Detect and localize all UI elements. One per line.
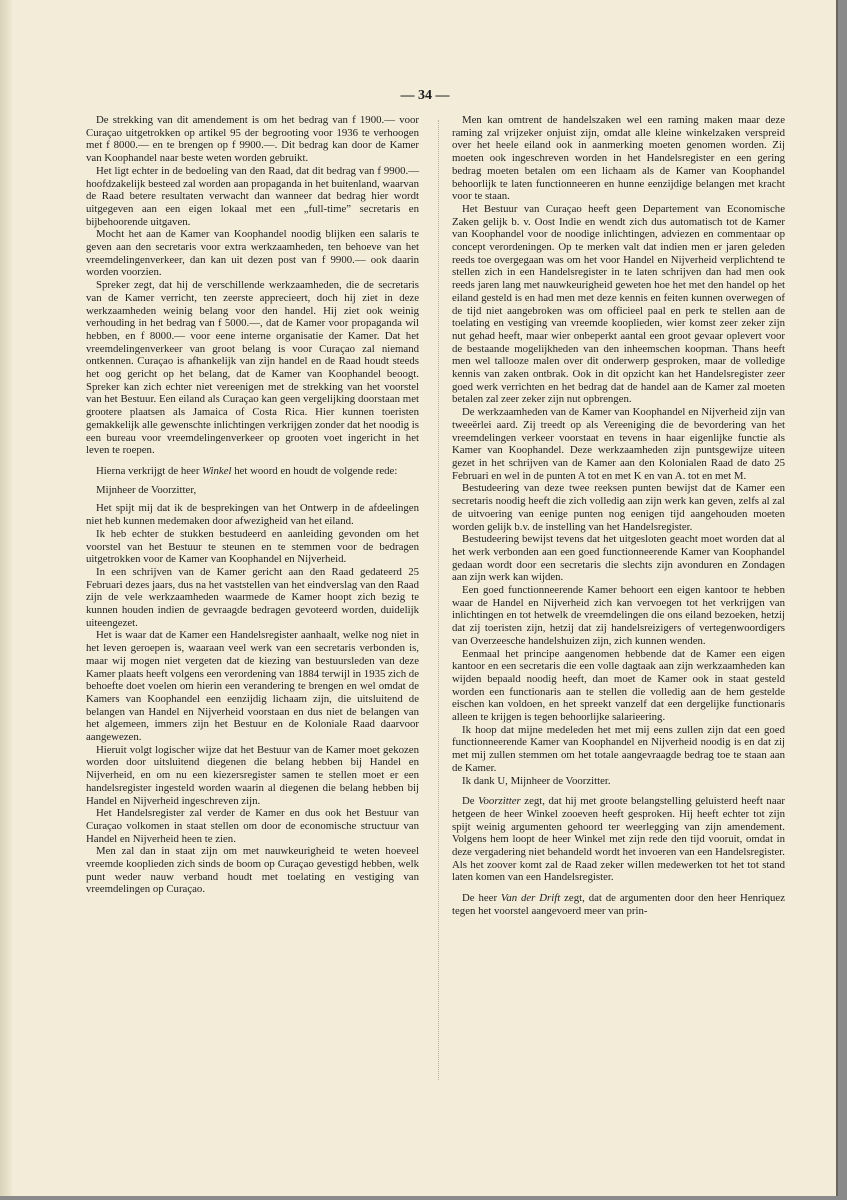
- speaker-name: Voorzitter: [478, 795, 521, 808]
- paragraph: Eenmaal het principe aangenomen hebbende dat de Kamer een eigen kantoor en een secretaris die een volle dagtaak aan zijn werkzaamheden kan wijden bepaald noodig heeft, dan moet de Kamer ook in staat gesteld worden een functionaris aan te stellen die volledig aan de hem gestelde eischen kan voldoen, en het spreekt vanzelf dat een dergelijke functionaris alleen te krijgen is tegen behoorlijke salarieering.: [452, 647, 785, 724]
- paragraph: In een schrijven van de Kamer gericht aan den Raad gedateerd 25 Februari dezes jaars, dus na het vaststellen van het eindverslag van den Raad zijn de vele werkzaamheden waarmede de Kamer hoopt zich bezig te kunnen houden indien de gevraagde bedragen gevoteerd worden, duidelijk uiteengezet.: [86, 565, 419, 629]
- paragraph: Spreker zegt, dat hij de verschillende werkzaamheden, die de secretaris van de Kamer verricht, ten zeerste apprecieert, doch hij ziet in deze werkzaamheden weinig belang voor den handel. Hij ziet ook weinig verhouding in het bedrag van f 5000.—, dat de Kamer voor propaganda wil hebben, en f 8000.— voor eene interne organisatie der Kamer. Dat het vreemdelingenverkeer van groot belang is voor Curaçao zal niemand ontkennen. Curaçao is afhankelijk van zijn handel en de Raad houdt steeds het oog gericht op het belang, dat de Kamer van Koophandel beoogt. Spreker kan zich echter niet vereenigen met de strekking van het voorstel van het Bestuur. Een eiland als Curaçao kan geen vergelijking doorstaan met grootere plaatsen als Jamaica of Costa Rica. Hier kunnen toeristen gemakkelijk alle gewenschte inlichtingen verkrijgen zonder dat het noodig is een bureau voor vreemdelingenverkeer op grooten voet ingericht in het leven te roepen.: [86, 279, 419, 457]
- text-run: zegt, dat de argumenten door den heer Henriquez tegen het voorstel aangevoerd meer van prin-: [452, 892, 785, 917]
- paragraph: Het is waar dat de Kamer een Handelsregister aanhaalt, welke nog niet in het leven geroepen is, waaraan veel werk van een secretaris verbonden is, maar wij mogen niet vergeten dat de kiezing van bestuursleden van deze Kamer plaats heeft volgens een verordening van 1884 terwijl in 1935 zich de behoefte doet voelen om hierin een verandering te brengen en wel omdat de Kamers van Koophandel een eenzijdig lichaam zijn, die uitsluitend de belangen van Handel en Nijverheid voorstaan en dus niet de belangen van het algemeen, immers zijn het Bestuur en de Koloniale Raad daarvoor aangewezen.: [86, 629, 419, 744]
- text-run: zegt, dat hij met groote belangstelling geluisterd heeft naar hetgeen de heer Winkel zooeven heeft gesproken. Hij heeft echter tot zijn spijt weinig argumenten gehoord ter weerlegging van zijn amendement. Volgens hem loopt de heer Winkel met zijn rede den tijd vooruit, omdat in deze vergadering niet behandeld wordt het invoeren van een Handelsregister. Als het zoover komt zal de Raad zeker willen medewerken tot het tot stand laten komen van een Handelsregister.: [452, 795, 785, 884]
- paragraph: Hieruit volgt logischer wijze dat het Bestuur van de Kamer moet gekozen worden door uitsluitend diegenen die belang hebben bij Handel en Nijverheid, en om nu een kiezersregister samen te stellen moet er een handelsregister ingesteld worden waarin al diegenen die belang hebben bij Handel en Nijverheid ingeschreven zijn.: [86, 743, 419, 807]
- left-column: [86, 114, 419, 896]
- paragraph-speaker-intro: [452, 795, 785, 884]
- paragraph: Het spijt mij dat ik de besprekingen van het Ontwerp in de afdeelingen niet heb kunnen medemaken door afwezigheid van het eiland.: [86, 502, 419, 528]
- text-run: De heer: [462, 892, 501, 905]
- paragraph: Het Handelsregister zal verder de Kamer en dus ook het Bestuur van Curaçao volkomen in staat stellen om door de economische structuur van Handel en Nijverheid heen te zien.: [86, 807, 419, 845]
- paragraph: Ik dank U, Mijnheer de Voorzitter.: [462, 774, 611, 787]
- paragraph: Het Bestuur van Curaçao heeft geen Departement van Economische Zaken gelijk b. v. Oost Indie en wendt zich dus automatisch tot de Kamer van Koophandel voor de noodige inlichtingen, adviezen en commentaar op concept verordeningen. Op te merken valt dat indien men er jaren geleden reeds toe overgegaan was om het voor Handel en Nijverheid verplichtend te stellen zich in een Handelsregister in te laten schrijven dan had men ook reeds jaren lang met nauwkeurigheid geweten hoe het met den handel op het eiland gesteld is en had men met deze kennis en feiten kunnen overwegen of de tijd niet aangebroken was om officieel paal en perk te stellen aan de toelating en vestiging van vreemde kooplieden, wier komst zeer zeker zijn nut gehad heeft, maar wier onbeperkt aantal een groot gevaar oplevert voor de bestaande mogelijkheden van den inheemschen koopman. Thans heeft men wel tallooze malen over dit onderwerp gesproken, maar de volledige kennis van zaken ontbrak. Ook in dit opzicht kan het Handelsregister zeer goed werk verrichten en het bedrag dat de handel aan de Kamer zal moeten betalen zal zeer zeker zijn nut opbrengen.: [452, 202, 785, 406]
- speaker-name: Van der Drift: [500, 892, 561, 905]
- paragraph: Een goed functionneerende Kamer behoort een eigen kantoor te hebben waar de Handel en Nijverheid zich kan vervoegen tot het verkrijgen van inlichtingen en tot hetwelk de vreemdelingen die ons eiland bezoeken, hetzij dat zij toeristen zijn, hetzij dat zij handelsreizigers of vertegenwoordigers van Overzeesche handelshuizen zijn, zich kunnen wenden.: [452, 584, 785, 647]
- paragraph-speaker-intro: [86, 465, 419, 478]
- text-run: De: [462, 795, 479, 808]
- right-column: [452, 114, 785, 918]
- binding-edge: [0, 0, 12, 1196]
- paragraph: Bestudeering bewijst tevens dat het uitgesloten geacht moet worden dat al het werk verbonden aan een goed functionneerende Kamer van Koophandel gedaan wordt door een secretaris die slechts zijn avonduren en Zondagen aan zijn werk kan wijden.: [452, 533, 785, 584]
- speaker-name: Winkel: [202, 464, 232, 477]
- paragraph: Mocht het aan de Kamer van Koophandel noodig blijken een salaris te geven aan den secretaris voor extra werkzaamheden, ten behoeve van het vreemdelingenverkeer, dan kan uit dezen post van f 9900.— ook daarin worden voorzien.: [86, 228, 419, 279]
- paragraph: Men kan omtrent de handelszaken wel een raming maken maar deze raming zal vrijzeker onjuist zijn, omdat alle kleine winkelzaken verspreid over het heele eiland ook in aanmerking moeten genomen worden. Zij moeten ook ingeschreven worden in het Handelsregister en een gering bedrag moeten betalen om een lichaam als de Kamer van Koophandel behoorlijk te laten functionneeren en hunne eenzijdige belangen met kracht voor te staan.: [452, 114, 785, 203]
- page-number: — 34 —: [400, 88, 450, 103]
- paragraph: Ik heb echter de stukken bestudeerd en aanleiding gevonden om het voorstel van het Bestuur te steunen en te stemmen voor de bedragen uitgetrokken voor de Kamer van Koophandel en Nijverheid.: [86, 527, 419, 566]
- paragraph: Het ligt echter in de bedoeling van den Raad, dat dit bedrag van f 9900.— hoofdzakelijk besteed zal worden aan propaganda in het buitenland, waarvan de Raad betere resultaten verwacht dan wanneer dat bedrag hier wordt uitgegeven aan een eigen lokaal met een „full-time” secretaris en bijbehoorende uitgaven.: [86, 164, 419, 228]
- paragraph-speaker-intro: [452, 892, 785, 917]
- column-divider: [438, 120, 440, 1080]
- paragraph: De werkzaamheden van de Kamer van Koophandel en Nijverheid zijn van tweeërlei aard. Zij treedt op als Vereeniging die de bevordering van het vreemdelingen verkeer voorstaat en tevens in haar eigenlijke functie als Kamer van Koophandel. Deze werkzaamheden zijn puntsgewijze uiteen gezet in het schrijven van de Kamer aan den Kolonialen Raad de dato 25 Februari en wel in de punten A tot en met K en van A. tot en met M.: [452, 406, 785, 482]
- text-run: het woord en houdt de volgende rede:: [231, 464, 398, 477]
- paragraph: Ik hoop dat mijne medeleden het met mij eens zullen zijn dat een goed functionneerende Kamer van Koophandel en Nijverheid noodig is en dat zij met mij zullen stemmen om het totale aangevraagde bedrag toe te staan aan de Kamer.: [452, 723, 785, 774]
- paragraph: Bestudeering van deze twee reeksen punten bewijst dat de Kamer een secretaris noodig heeft die zich volledig aan zijn werk kan geven, zelfs al zal de uitvoering van eenige punten nog eenigen tijd aangehouden moeten worden gelijk b.v. de instelling van het Handelsregister.: [452, 482, 785, 533]
- paragraph: Men zal dan in staat zijn om met nauwkeurigheid te weten hoeveel vreemde kooplieden zich sinds de boom op Curaçao gevestigd hebben, welk punt weder nauw verband houdt met toelating en vestiging van vreemdelingen op Curaçao.: [86, 845, 419, 896]
- text-run: Hierna verkrijgt de heer: [96, 464, 203, 477]
- paragraph: De strekking van dit amendement is om het bedrag van f 1900.— voor Curaçao uitgetrokken op artikel 95 der begrooting voor 1936 te verhoogen met f 8000.— en te brengen op f 9900.—. Dit bedrag kan door de Kamer van Koophandel naar beste weten worden gebruikt.: [86, 114, 419, 165]
- salutation: Mijnheer de Voorzitter,: [96, 483, 197, 496]
